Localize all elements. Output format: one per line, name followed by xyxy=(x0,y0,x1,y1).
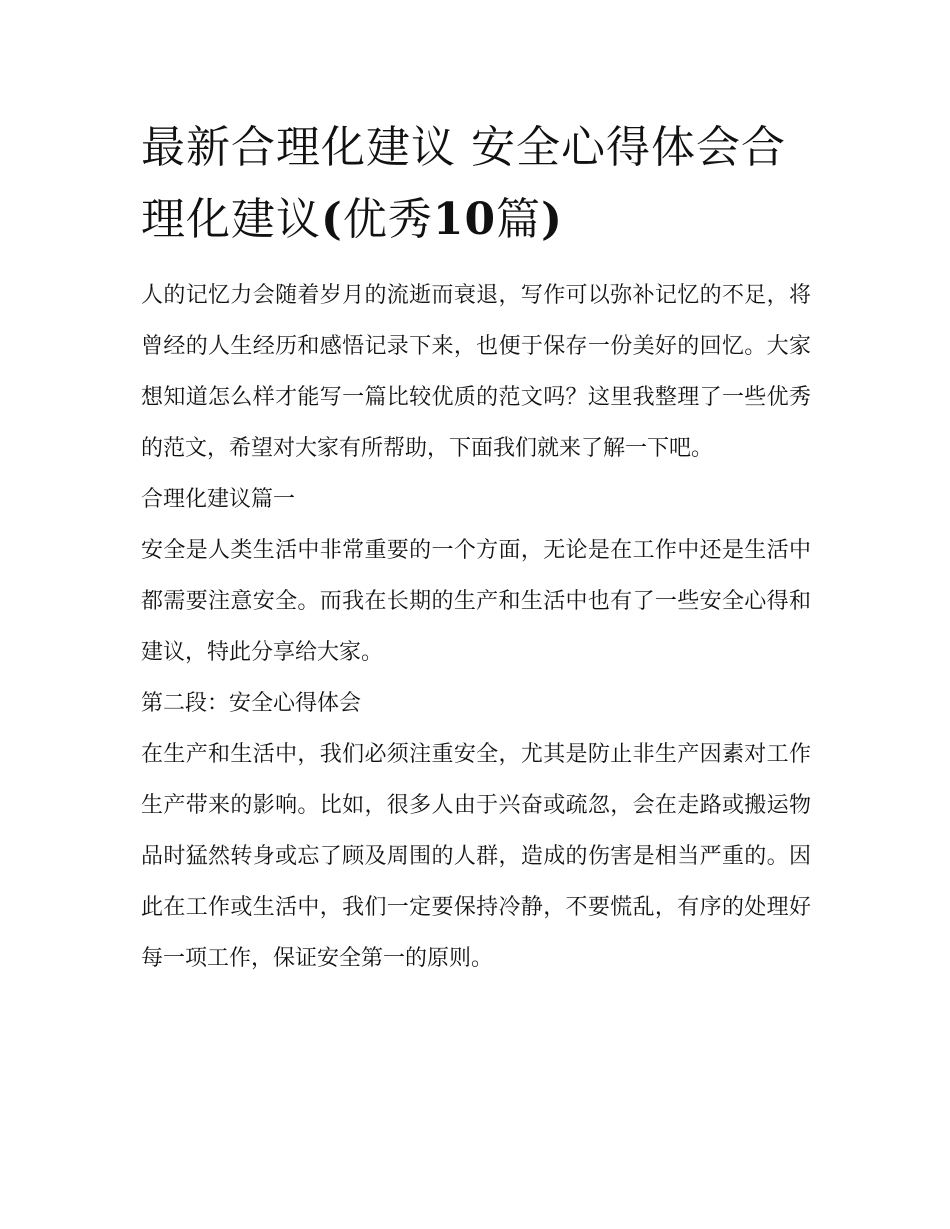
section-heading-part-one: 合理化建议篇一 xyxy=(141,487,296,512)
safety-intro-paragraph: 安全是人类生活中非常重要的一个方面，无论是在工作中还是生活中都需要注意安全。而我在长期的生产和生活中也有了一些安全心得和建议，特此分享给大家。 xyxy=(141,538,811,665)
safety-experience-paragraph: 在生产和生活中，我们必须注重安全，尤其是防止非生产因素对工作生产带来的影响。比如，很多人由于兴奋或疏忽，会在走路或搬运物品时猛然转身或忘了顾及周围的人群，造成的伤害是相当严重的。因此在工作或生活中，我们一定要保持冷静，不要慌乱，有序的处理好每一项工作，保证安全第一的原则。 xyxy=(141,742,811,971)
intro-paragraph: 人的记忆力会随着岁月的流逝而衰退，写作可以弥补记忆的不足，将曾经的人生经历和感悟记录下来，也便于保存一份美好的回忆。大家想知道怎么样才能写一篇比较优质的范文吗？这里我整理了一些优秀的范文，希望对大家有所帮助，下面我们就来了解一下吧。 xyxy=(141,283,811,461)
document-title: 最新合理化建议 安全心得体会合理化建议(优秀10篇) xyxy=(141,122,786,245)
section-heading-safety-experience: 第二段：安全心得体会 xyxy=(141,691,362,716)
document-body xyxy=(141,112,811,984)
